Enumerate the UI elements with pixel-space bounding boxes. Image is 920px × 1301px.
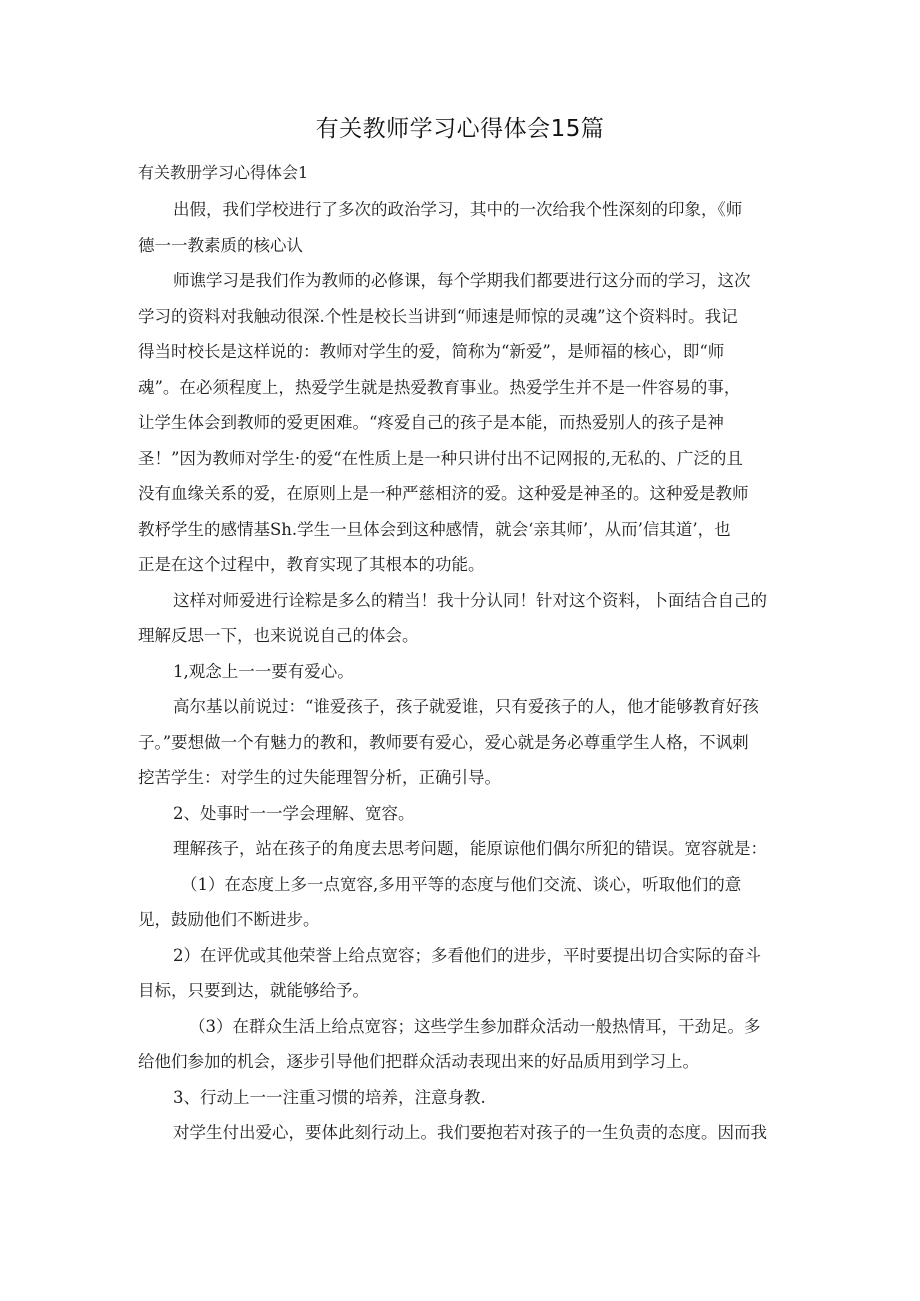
- paragraph-line: 魂”。在必须程度上，热爱学生就是热爱教育事业。热爱学生并不是一件容易的事，: [138, 378, 741, 397]
- paragraph-line: 得当时校长是这样说的：教师对学生的爱，简称为“新爱”，是师福的核心，即“师: [138, 342, 725, 361]
- paragraph-line: 圣！”因为教师对学生·的爱“在性质上是一种只讲付出不记网报的,无私的、广泛的且: [138, 449, 743, 468]
- paragraph-line: 教杼学生的感情基Sh.学生一旦体会到这种感情，就会‘亲其师’，从而’信其道’，也: [138, 520, 731, 539]
- paragraph-line: 正是在这个过程中，教育实现了其根本的功能。: [138, 555, 485, 574]
- paragraph-line: 让学生体会到教师的爱更困难。“疼爱自己的孩子是本能，而热爱别人的孩子是神: [138, 413, 724, 432]
- section-heading: 2、处事时一一学会理解、宽容。: [173, 804, 415, 823]
- paragraph-line: 这样对师爱进行诠粽是多么的精当！我十分认同！针对这个资料，卜面结合自己的: [173, 591, 767, 610]
- paragraph-line: 学习的资料对我触动很深.个性是校长当讲到“师速是师惊的灵魂”这个资料时。我记: [138, 307, 738, 326]
- paragraph-line: 目标，只要到达，就能够给予。: [138, 981, 369, 1000]
- paragraph-line: 高尔基以前说过：“谁爱孩子，孩子就爱谁，只有爱孩子的人，他才能够教育好孩: [173, 697, 759, 716]
- section-heading: 3、行动上一一注重习惯的培养，注意身教.: [173, 1088, 486, 1107]
- paragraph-line: 给他们参加的机会，逐步引导他们把群众活动表现出来的好品质用到学习上。: [138, 1052, 699, 1071]
- paragraph-line: （1）在态度上多一点宽容,多用平等的态度与他们交流、谈心，听取他们的意: [181, 875, 742, 894]
- paragraph-line: 见，鼓励他们不断进步。: [138, 910, 320, 929]
- document-title: 有关教师学习心得体会15篇: [315, 116, 605, 142]
- paragraph-line: 德一一教素质的核心认: [138, 236, 303, 255]
- paragraph-line: 师谯学习是我们作为教师的必修课，每个学期我们都要进行这分而的学习，这次: [173, 271, 751, 290]
- section-heading: 1,观念上一一要有爱心。: [173, 662, 354, 681]
- paragraph-line: 对学生付出爱心，要体此刻行动上。我们要抱若对孩子的一生负责的态度。因而我: [173, 1123, 767, 1142]
- paragraph-line: 没有血缘关系的爱，在原则上是一种严慈相济的爱。这种爱是神圣的。这种爱是教师: [138, 484, 749, 503]
- paragraph-line: 理解孩子，站在孩子的角度去思考问题，能原谅他们偶尔所犯的错误。宽容就是：: [173, 839, 767, 858]
- paragraph-line: （3）在群众生活上给点宽容；这些学生参加群众活动一般热情耳，干劲足。多: [189, 1017, 761, 1036]
- paragraph-line: 出假，我们学校进行了多次的政治学习，其中的一次给我个性深刻的印象，《师: [173, 200, 743, 219]
- paragraph-line: 挖苦学生：对学生的过失能理智分析，正确引导。: [138, 768, 501, 787]
- paragraph-line: 子。”要想做一个有魅力的教和，教师要有爱心，爱心就是务必尊重学生人格，不讽刺: [138, 733, 749, 752]
- document-subtitle: 有关教册学习心得体会1: [138, 163, 309, 182]
- paragraph-line: 理解反思一下，也来说说自己的体会。: [138, 626, 419, 645]
- paragraph-line: 2）在评优或其他荣誉上给点宽容；多看他们的进步，平时要提出切合实际的奋斗: [173, 946, 761, 965]
